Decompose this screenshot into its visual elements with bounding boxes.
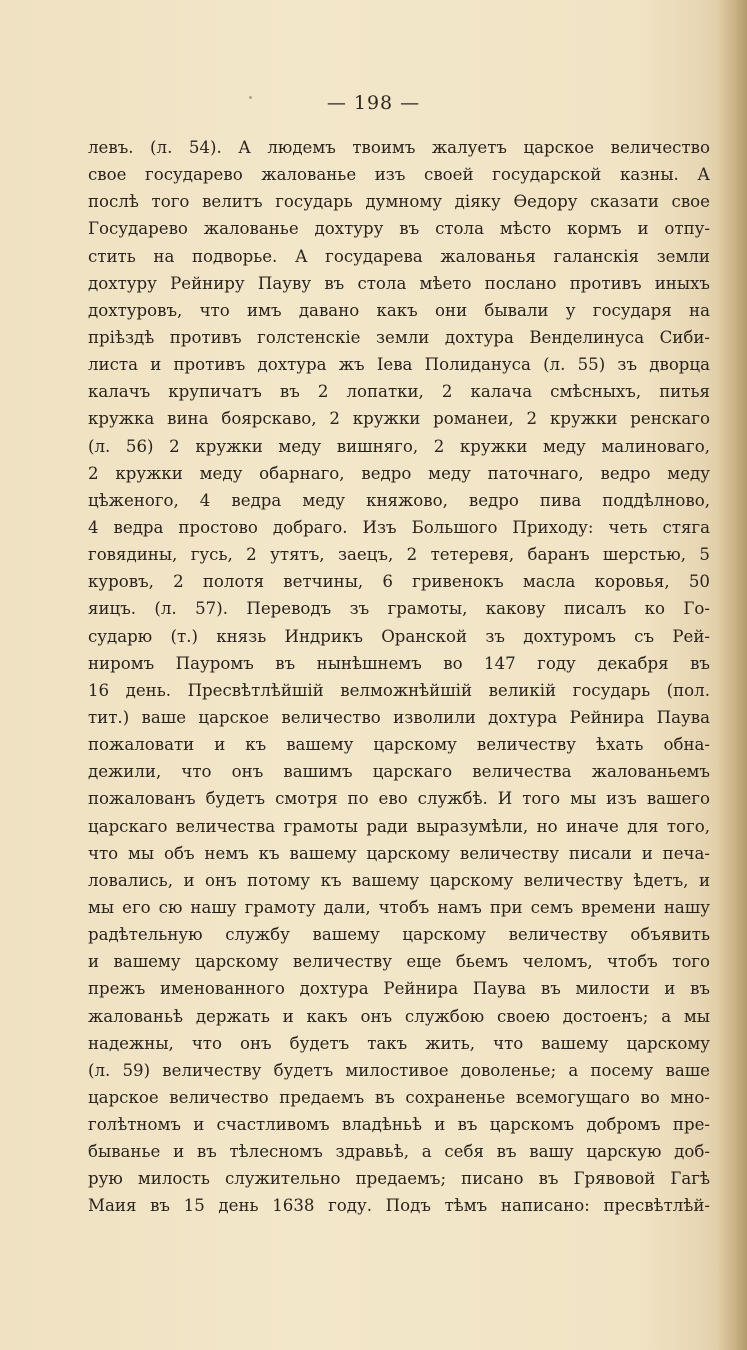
text-line: жалованьѣ держать и какъ онъ службою своею достоенъ; а мы	[88, 1006, 710, 1026]
text-line: дежили, что онъ вашимъ царскаго величества жалованьемъ	[88, 762, 710, 782]
text-line: 16 день. Пресвѣтлѣйшiй велможнѣйшiй великiй государь (пол.	[88, 680, 710, 700]
page-edge-shadow	[717, 0, 747, 1350]
text-line: послѣ того велитъ государь думному дiяку Ѳедору сказати свое	[88, 192, 710, 212]
text-line: куровъ, 2 полотя ветчины, 6 гривенокъ масла коровья, 50	[88, 572, 710, 592]
text-line: ловались, и онъ потому къ вашему царскому величеству ѣдетъ, и	[88, 870, 710, 890]
text-line: сударю (т.) князь Индрикъ Оранской зъ дохтуромъ съ Рей-	[88, 626, 710, 646]
text-line: ниромъ Пауромъ въ нынѣшнемъ во 147 году декабря въ	[88, 653, 710, 673]
text-line: 4 ведра простово добраго. Изъ Большого Приходу: четь стяга	[88, 517, 710, 537]
text-line: голѣтномъ и счастливомъ владѣньѣ и въ царскомъ добромъ пре-	[88, 1115, 710, 1135]
text-line: Маия въ 15 день 1638 году. Подъ тѣмъ написано: пресвѣтлѣй-	[88, 1196, 710, 1216]
text-line: царскаго величества грамоты ради выразумѣли, но иначе для того,	[88, 816, 710, 836]
text-line: цѣженого, 4 ведра меду княжово, ведро пива поддѣлново,	[88, 490, 710, 510]
text-line: и вашему царскому величеству еще бьемъ челомъ, чтобъ того	[88, 952, 710, 972]
text-line: дохтуровъ, что имъ давано какъ они бывали у государя на	[88, 300, 710, 320]
text-line: надежны, что онъ будетъ такъ жить, что вашему царскому	[88, 1033, 710, 1053]
text-line: свое государево жалованье изъ своей государской казны. А	[88, 165, 710, 185]
text-line: говядины, гусь, 2 утятъ, заецъ, 2 тетеревя, баранъ шерстью, 5	[88, 545, 710, 565]
text-line: мы его сю нашу грамоту дали, чтобъ намъ при семъ времени нашу	[88, 897, 710, 917]
text-line: стить на подворье. А государева жалованья галанскiя земли	[88, 246, 710, 266]
text-line: (л. 56) 2 кружки меду вишняго, 2 кружки меду малиноваго,	[88, 436, 710, 456]
text-line: (л. 59) величеству будетъ милостивое доволенье; а посему ваше	[88, 1060, 710, 1080]
text-line: дохтуру Рейниру Пауву въ стола мѣето послано противъ иныхъ	[88, 273, 710, 293]
text-line: прежъ именованного дохтура Рейнира Паува въ милости и въ	[88, 979, 710, 999]
text-line: царское величество предаемъ въ сохраненье всемогущаго во мно-	[88, 1087, 710, 1107]
text-line: Государево жалованье дохтуру въ стола мѣсто кормъ и отпу-	[88, 219, 710, 239]
text-line: прiѣздѣ противъ голстенскiе земли дохтура Венделинуса Сиби-	[88, 327, 710, 347]
text-line: левъ. (л. 54). А людемъ твоимъ жалуетъ царское величество	[88, 138, 710, 157]
text-line: радѣтельную службу вашему царскому величеству объявить	[88, 925, 710, 945]
body-text	[88, 134, 710, 1220]
text-line: 2 кружки меду обарнаго, ведро меду паточнаго, ведро меду	[88, 463, 710, 483]
page-number: — 198 —	[326, 92, 421, 114]
text-line: кружка вина боярскаво, 2 кружки романеи, 2 кружки ренскаго	[88, 409, 710, 429]
text-line: пожаловати и къ вашему царскому величеству ѣхать обна-	[88, 735, 710, 755]
text-line: яицъ. (л. 57). Переводъ зъ грамоты, какову писалъ ко Го-	[88, 599, 710, 619]
text-line: быванье и въ тѣлесномъ здравьѣ, а себя въ вашу царскую доб-	[88, 1142, 710, 1162]
text-line: листа и противъ дохтура жъ Iева Полидануса (л. 55) зъ дворца	[88, 355, 710, 375]
text-line: пожалованъ будетъ смотря по ево службѣ. И того мы изъ вашего	[88, 789, 710, 809]
text-line: тит.) ваше царское величество изволили дохтура Рейнира Паува	[88, 707, 710, 727]
text-line: что мы объ немъ къ вашему царскому величеству писали и печа-	[88, 843, 710, 863]
text-line: калачъ крупичатъ въ 2 лопатки, 2 калача смѣсныхъ, питья	[88, 382, 710, 402]
text-line: рую милость служительно предаемъ; писано въ Грявовой Гагѣ	[88, 1169, 710, 1189]
